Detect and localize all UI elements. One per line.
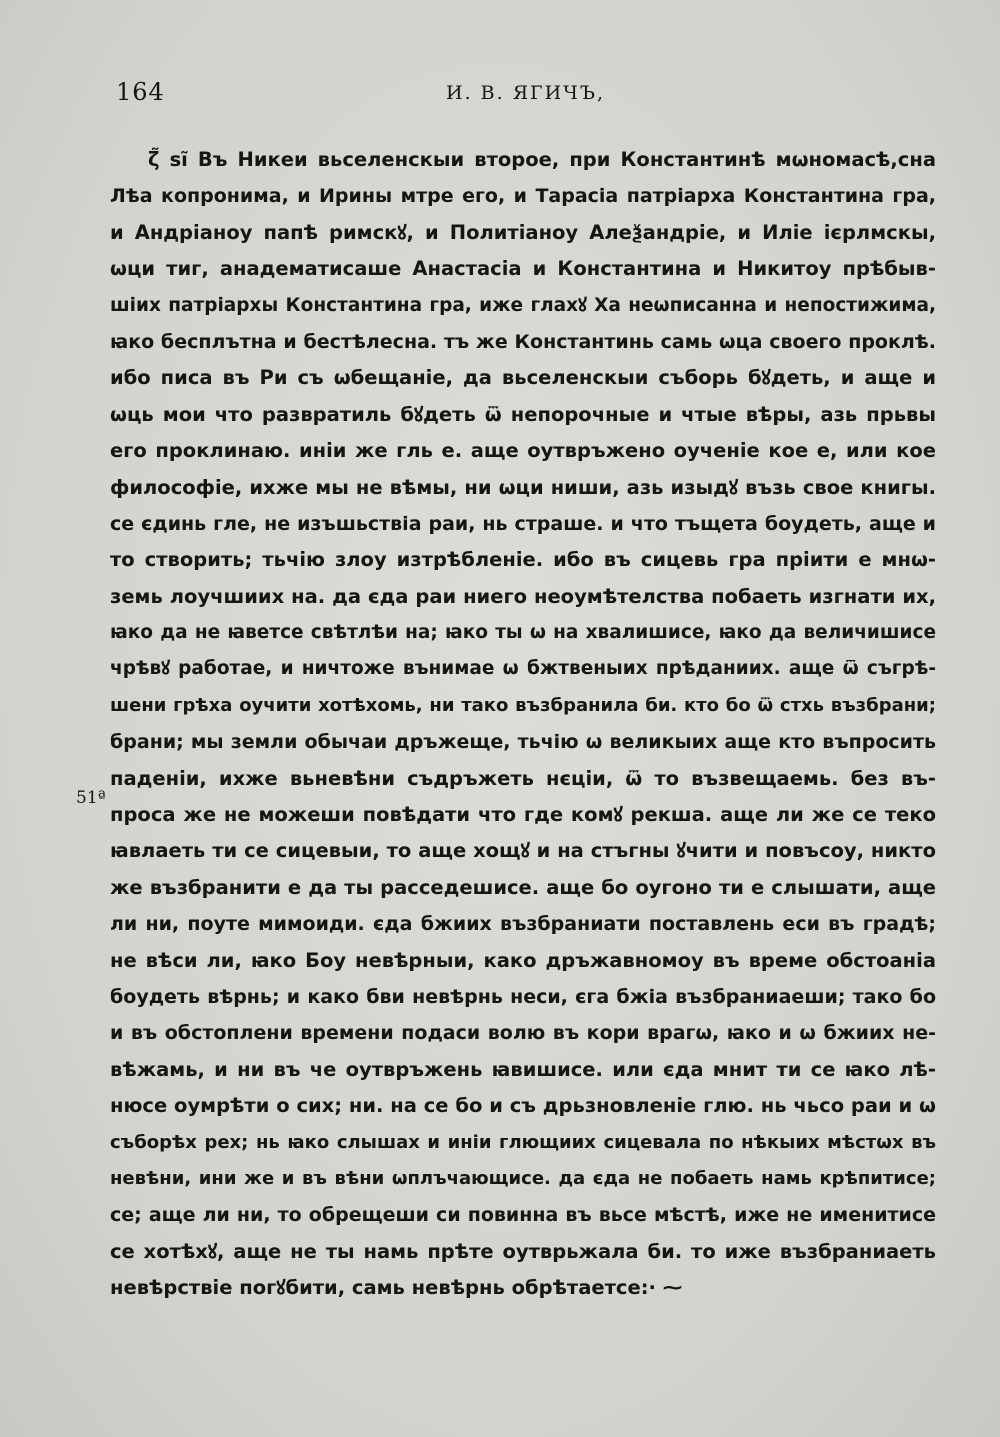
text-line: же възбранити е да ты расседешисе. аще бо оугоно ти е слышати, аще	[110, 875, 936, 899]
text-line: невѣрствіе погꙋбити, самь невѣрнь обрѣтаетсе:· ⁓	[110, 1276, 683, 1300]
text-line: съборѣх рех; нь ꙗко слышах и иніи глющиих сицевала по нѣкыих мѣстѡх въ	[110, 1131, 936, 1153]
text-line: шіих патріархы Константина гра, иже глахꙋ Ха неѡписанна и непостижима,	[110, 294, 936, 316]
text-line: земь лоучшиих на. да єда раи ниего неоумѣтелства побаеть изгнати их,	[110, 584, 936, 608]
text-line: Лѣа копронима, и Ирины мтре его, и Тарасіа патріарха Константина гра,	[110, 185, 936, 208]
text-line: ли ни, поуте мимоиди. єда бжиих възбраниати поставлень еси въ градѣ;	[110, 913, 936, 936]
text-line: и въ обстоплени времени подаси волю въ кори врагѡ, ꙗко и ѡ бжиих не-	[110, 1022, 936, 1045]
running-head: И. В. ЯГИЧЪ,	[446, 82, 606, 104]
text-line: невѣни, ини же и въ вѣни ѡплъчающисе. да єда не побаеть намь крѣпитисе;	[110, 1167, 936, 1189]
text-line: ζ̃ ѕі̃ Въ Никеи вьселенскыи второе, при Константинѣ мωномасѣ,сна	[148, 148, 936, 171]
page-number: 164	[116, 78, 165, 106]
text-line: не вѣси ли, ꙗко Боу невѣрныи, како дръжавномоу въ време обстоаніа	[110, 948, 936, 972]
text-line: ꙗвлаеть ти се сицевыи, то аще хощꙋ и на стъгны ꙋчити и повъсоу, никто	[110, 839, 936, 863]
text-line: ꙗко бесплътна и бестѣлесна. тъ же Константинь самь ѡца своего проклѣ.	[110, 330, 936, 353]
text-line: се єдинь гле, не изъшьствіа раи, нь страше. и что тъщета боудеть, аще и	[110, 512, 936, 535]
text-line: его проклинаю. иніи же гль е. аще оутвръжено оученіе кое е, или кое	[110, 439, 936, 463]
text-line: ибо писа въ Ри съ ѡбещаніе, да вьселенскыи съборь бꙋдеть, и аще и	[110, 366, 936, 390]
margin-note: 51ª	[76, 788, 106, 808]
text-line: се хотѣхꙋ, аще не ты намь прѣте оутврьжала би. то иже възбраниаеть	[110, 1239, 936, 1263]
text-line: паденіи, ихже вьневѣни съдръжеть нєціи, ѿ то възвещаемь. без въ-	[110, 766, 936, 790]
text-line: боудеть вѣрнь; и како бви невѣрнь неси, єга бжіа възбраниаеши; тако бо	[110, 985, 936, 1008]
text-line: брани; мы земли обычаи дръжеще, тьчію ѡ великыих аще кто въпросить	[110, 731, 936, 754]
text-line: ѡць мои что развратиль бꙋдеть ѿ непорочные и чтые вѣры, азь прьвы	[110, 402, 936, 426]
text-line: ꙗко да не ꙗветсе свѣтлѣи на; ꙗко ты ѡ на хвалишисе, ꙗко да величишисе	[110, 622, 936, 644]
body-text	[110, 142, 936, 1307]
text-line: се; аще ли ни, то обрещеши си повинна въ вьсе мѣстѣ, иже не именитисе	[110, 1204, 936, 1227]
page-header	[116, 78, 936, 112]
text-line: ѡци тиг, анадематисаше Анастасіа и Константина и Никитоу прѣбыв-	[110, 257, 936, 281]
text-line: то створить; тьчію злоу изтрѣбленіе. ибо въ сицевь гра пріити е мнѡ-	[110, 548, 936, 572]
text-line: вѣжамь, и ни въ че оутвръжень ꙗвишисе. или єда мнит ти се ꙗко лѣ-	[110, 1057, 936, 1081]
text-line: и Андріаноу папѣ римскꙋ, и Политіаноу Алеѯандріе, и Иліе ієрлмскы,	[110, 220, 936, 244]
text-line: шени грѣха оучити хотѣхомь, ни тако възбранила би. кто бо ѿ стхь възбрани;	[110, 694, 936, 716]
text-line: философіе, ихже мы не вѣмы, ни ѡци ниши, азь изыдꙋ възь свое книгы.	[110, 475, 936, 499]
text-line: чрѣвꙋ работае, и ничтоже вънимае ѡ бжтвеныих прѣданиих. аще ѿ съгрѣ-	[110, 658, 936, 680]
text-line: нюсе оумрѣти о сих; ни. на се бо и съ дрьзновленіе глю. нь чьсо раи и ѡ	[110, 1094, 936, 1118]
text-line: проса же не можеши повѣдати что где комꙋ рекша. аще ли же се теко	[110, 803, 936, 827]
